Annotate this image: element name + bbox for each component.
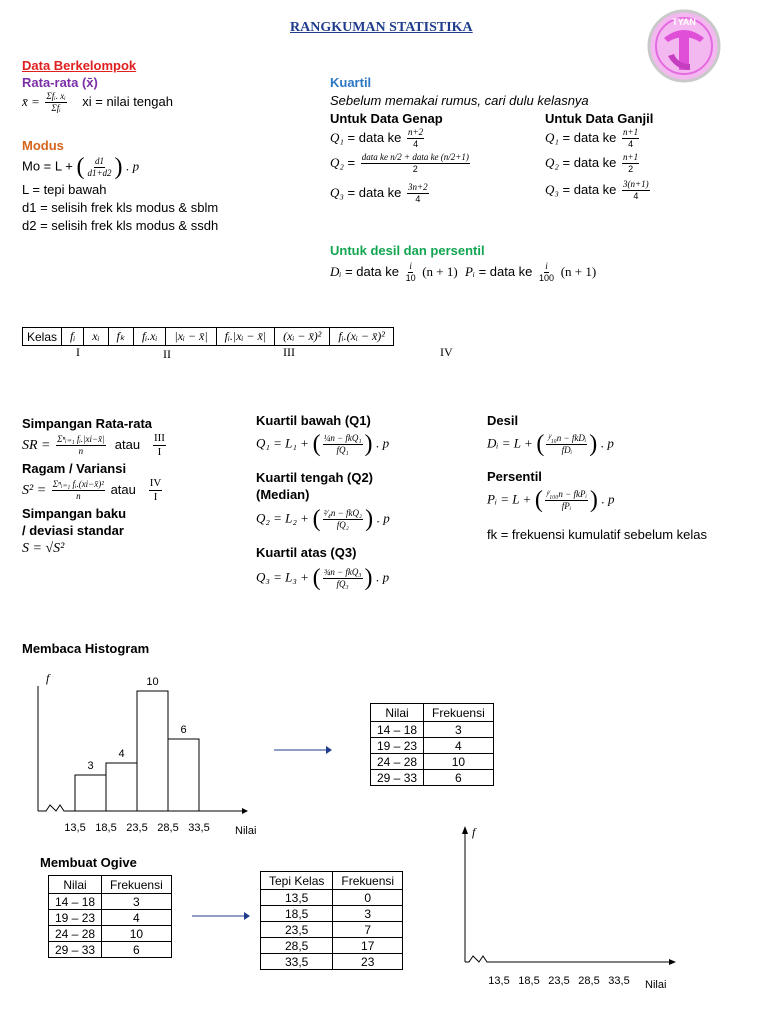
- table-header-cell: Nilai: [371, 704, 424, 722]
- q1-formula: Q₁ = L₁ + ( $\frac{\text{¼n − fkQ₁}}{\text{fQ₁}}$ ) . p: [256, 431, 390, 457]
- histogram-heading: Membaca Histogram: [22, 641, 150, 656]
- x-tick-label: 23,5: [126, 822, 148, 834]
- ogive-x-arrow: [669, 959, 676, 965]
- even-q1: Q₁ = data ke $\frac{n+2}{4}$: [330, 127, 424, 149]
- even-q3: Q₃ = data ke $\frac{3n+2}{4}$: [330, 182, 428, 204]
- sd-formula: S = √S²: [22, 541, 65, 556]
- decile-formula: Dᵢ = L + ( $\frac{\text{ⁱ⁄₁₀n − fkDᵢ}}{\text{fDᵢ}}$ ) . p: [487, 431, 614, 457]
- q1-heading: Kuartil bawah (Q1): [256, 413, 371, 428]
- table-header-cell: Frekuensi: [102, 876, 172, 894]
- ogive-axes: [455, 820, 685, 995]
- table-cell: 33,5: [261, 954, 333, 970]
- histogram-chart: [30, 668, 260, 838]
- decile-percentile-heading: Untuk desil dan persentil: [330, 243, 485, 258]
- mean-heading: Rata-rata (x̄): [22, 75, 98, 90]
- marker-ii: II: [163, 347, 171, 361]
- table-cell: 18,5: [261, 906, 333, 922]
- table-cell: 19 – 23: [371, 738, 424, 754]
- sr-heading: Simpangan Rata-rata: [22, 416, 153, 431]
- table-cell: 3: [102, 894, 172, 910]
- table-row: [49, 894, 172, 910]
- ogive-table-2: [260, 871, 403, 970]
- mean-formula: x̄ = $\frac{\text{Σfᵢ. xᵢ}}{\text{Σfᵢ}}$ xi = nilai tengah: [22, 91, 173, 113]
- header-col: xᵢ: [84, 328, 108, 346]
- odd-q3: Q₃ = data ke $\frac{3(n+1)}{4}$: [545, 179, 649, 201]
- variance-heading: Ragam / Variansi: [22, 461, 127, 476]
- ogive-x-tick: 18,5: [518, 975, 540, 987]
- table-cell: 23: [333, 954, 403, 970]
- bar-value-label: 4: [118, 748, 125, 760]
- ogive-x-tick: 28,5: [578, 975, 600, 987]
- percentile-heading: Persentil: [487, 469, 542, 484]
- table-cell: 24 – 28: [371, 754, 424, 770]
- table-header-cell: Frekuensi: [333, 872, 403, 890]
- table-cell: 6: [102, 942, 172, 958]
- table-cell: 0: [333, 890, 403, 906]
- table-cell: 10: [424, 754, 494, 770]
- header-col: Kelas: [23, 328, 62, 346]
- ogive-table-1: [48, 875, 172, 958]
- table-row: [371, 754, 494, 770]
- quartile-note: Sebelum memakai rumus, cari dulu kelasnya: [330, 93, 589, 108]
- ogive-x-axis: [465, 956, 669, 962]
- histogram-bar: [75, 775, 106, 811]
- decile-percentile-formula: Dᵢ = data ke $\frac{i}{10}$ (n + 1) Pᵢ = data ke $\frac{i}{100}$ (n + 1): [330, 261, 597, 283]
- q3-heading: Kuartil atas (Q3): [256, 545, 357, 560]
- table-row: [49, 942, 172, 958]
- sd-heading-1: Simpangan baku: [22, 506, 127, 521]
- table-cell: 19 – 23: [49, 910, 102, 926]
- grouped-heading: Data Berkelompok: [22, 58, 137, 73]
- x-axis-arrow: [242, 808, 248, 814]
- odd-q1: Q₁ = data ke $\frac{n+1}{4}$: [545, 127, 639, 149]
- bar-value-label: 3: [87, 760, 94, 772]
- histogram-bar: [137, 691, 168, 811]
- table-header-cell: Tepi Kelas: [261, 872, 333, 890]
- table-cell: 7: [333, 922, 403, 938]
- table-row: [49, 910, 172, 926]
- sr-formula: SR = $\frac{\text{Σⁿᵢ₌₁ fᵢ.|xi−x̄|}}{n}$ atau $\frac{\text{III}}{I}$: [22, 432, 165, 458]
- ogive-y-label: f: [472, 825, 476, 839]
- q2-heading-1: Kuartil tengah (Q2): [256, 470, 374, 485]
- quartile-heading: Kuartil: [330, 75, 372, 90]
- percentile-formula: Pᵢ = L + ( $\frac{\text{ⁱ⁄₁₀₀n − fkPᵢ}}{\text{fPᵢ}}$ ) . p: [487, 487, 615, 513]
- table-cell: 28,5: [261, 938, 333, 954]
- x-axis-label: Nilai: [235, 825, 257, 837]
- sd-heading-2: / deviasi standar: [22, 523, 124, 538]
- table-header-cell: Frekuensi: [424, 704, 494, 722]
- arrow-right-icon: [272, 744, 334, 756]
- ogive-y-arrow: [462, 826, 468, 834]
- even-heading: Untuk Data Genap: [330, 111, 443, 126]
- table-row: [49, 926, 172, 942]
- q3-formula: Q₃ = L₃ + ( $\frac{\text{¾n − fkQ₃}}{\text{fQ₃}}$ ) . p: [256, 565, 390, 591]
- ogive-x-tick: 13,5: [488, 975, 510, 987]
- table-cell: 23,5: [261, 922, 333, 938]
- header-col: fᵢ.xᵢ: [133, 328, 165, 346]
- marker-iii: III: [283, 345, 295, 359]
- ogive-x-tick: 23,5: [548, 975, 570, 987]
- table-cell: 4: [424, 738, 494, 754]
- table-cell: 17: [333, 938, 403, 954]
- table-cell: 14 – 18: [49, 894, 102, 910]
- bar-value-label: 6: [180, 724, 187, 736]
- table-cell: 29 – 33: [49, 942, 102, 958]
- bar-value-label: 10: [146, 676, 159, 688]
- header-col: (xᵢ − x̄)²: [275, 328, 330, 346]
- mode-formula: Mo = L + ( $\frac{d1}{d1+d2}$ ) . p: [22, 154, 140, 180]
- table-cell: 29 – 33: [371, 770, 424, 786]
- mode-d2-def: d2 = selisih frek kls modus & ssdh: [22, 218, 219, 233]
- marker-i: I: [76, 345, 80, 359]
- table-cell: 13,5: [261, 890, 333, 906]
- header-col: fₖ: [108, 328, 133, 346]
- logo-text: TYAN: [672, 17, 696, 27]
- page-title: RANGKUMAN STATISTIKA: [290, 20, 473, 35]
- tyan-logo: [646, 8, 722, 84]
- table-cell: 4: [102, 910, 172, 926]
- table-cell: 6: [424, 770, 494, 786]
- x-tick-label: 18,5: [95, 822, 117, 834]
- histogram-bar: [106, 763, 137, 811]
- table-row: [261, 938, 403, 954]
- header-col: |xᵢ − x̄|: [166, 328, 216, 346]
- table-row: [371, 738, 494, 754]
- table-row: [261, 906, 403, 922]
- table-row: [261, 954, 403, 970]
- ogive-x-label: Nilai: [645, 979, 667, 991]
- y-axis-label: f: [46, 671, 50, 685]
- table-cell: 24 – 28: [49, 926, 102, 942]
- decile-heading: Desil: [487, 413, 519, 428]
- header-col: fᵢ.|xᵢ − x̄|: [216, 328, 274, 346]
- histogram-table: [370, 703, 494, 786]
- table-row: [371, 722, 494, 738]
- odd-heading: Untuk Data Ganjil: [545, 111, 654, 126]
- ogive-x-tick: 33,5: [608, 975, 630, 987]
- q2-formula: Q₂ = L₂ + ( $\frac{\text{²⁄₄n − fkQ₂}}{\text{fQ₂}}$ ) . p: [256, 506, 390, 532]
- mode-heading: Modus: [22, 138, 64, 153]
- q2-heading-2: (Median): [256, 487, 310, 502]
- marker-iv: IV: [440, 345, 453, 359]
- table-cell: 14 – 18: [371, 722, 424, 738]
- variance-formula: S² = $\frac{\text{Σⁿᵢ₌₁ fᵢ.(xi−x̄)²}}{n}$ atau $\frac{IV}{I}$: [22, 477, 162, 503]
- table-row: [261, 890, 403, 906]
- histogram-bar: [168, 739, 199, 811]
- ogive-heading: Membuat Ogive: [40, 855, 137, 870]
- table-cell: 3: [333, 906, 403, 922]
- mode-l-def: L = tepi bawah: [22, 182, 107, 197]
- arrow-right-icon: [190, 910, 252, 922]
- table-row: [261, 922, 403, 938]
- table-cell: 10: [102, 926, 172, 942]
- x-tick-label: 13,5: [64, 822, 86, 834]
- x-tick-label: 33,5: [188, 822, 210, 834]
- even-q2: Q₂ = $\frac{\text{data ke n/2 + data ke (n/2+1)}}{2}$: [330, 152, 469, 174]
- column-header-table: [22, 327, 394, 346]
- x-tick-label: 28,5: [157, 822, 179, 834]
- table-header-cell: Nilai: [49, 876, 102, 894]
- mode-d1-def: d1 = selisih frek kls modus & sblm: [22, 200, 219, 215]
- table-cell: 3: [424, 722, 494, 738]
- header-col: fᵢ.(xᵢ − x̄)²: [330, 328, 393, 346]
- header-col: fᵢ: [62, 328, 84, 346]
- table-row: [371, 770, 494, 786]
- odd-q2: Q₂ = data ke $\frac{n+1}{2}$: [545, 152, 639, 174]
- fk-note: fk = frekuensi kumulatif sebelum kelas: [487, 527, 708, 542]
